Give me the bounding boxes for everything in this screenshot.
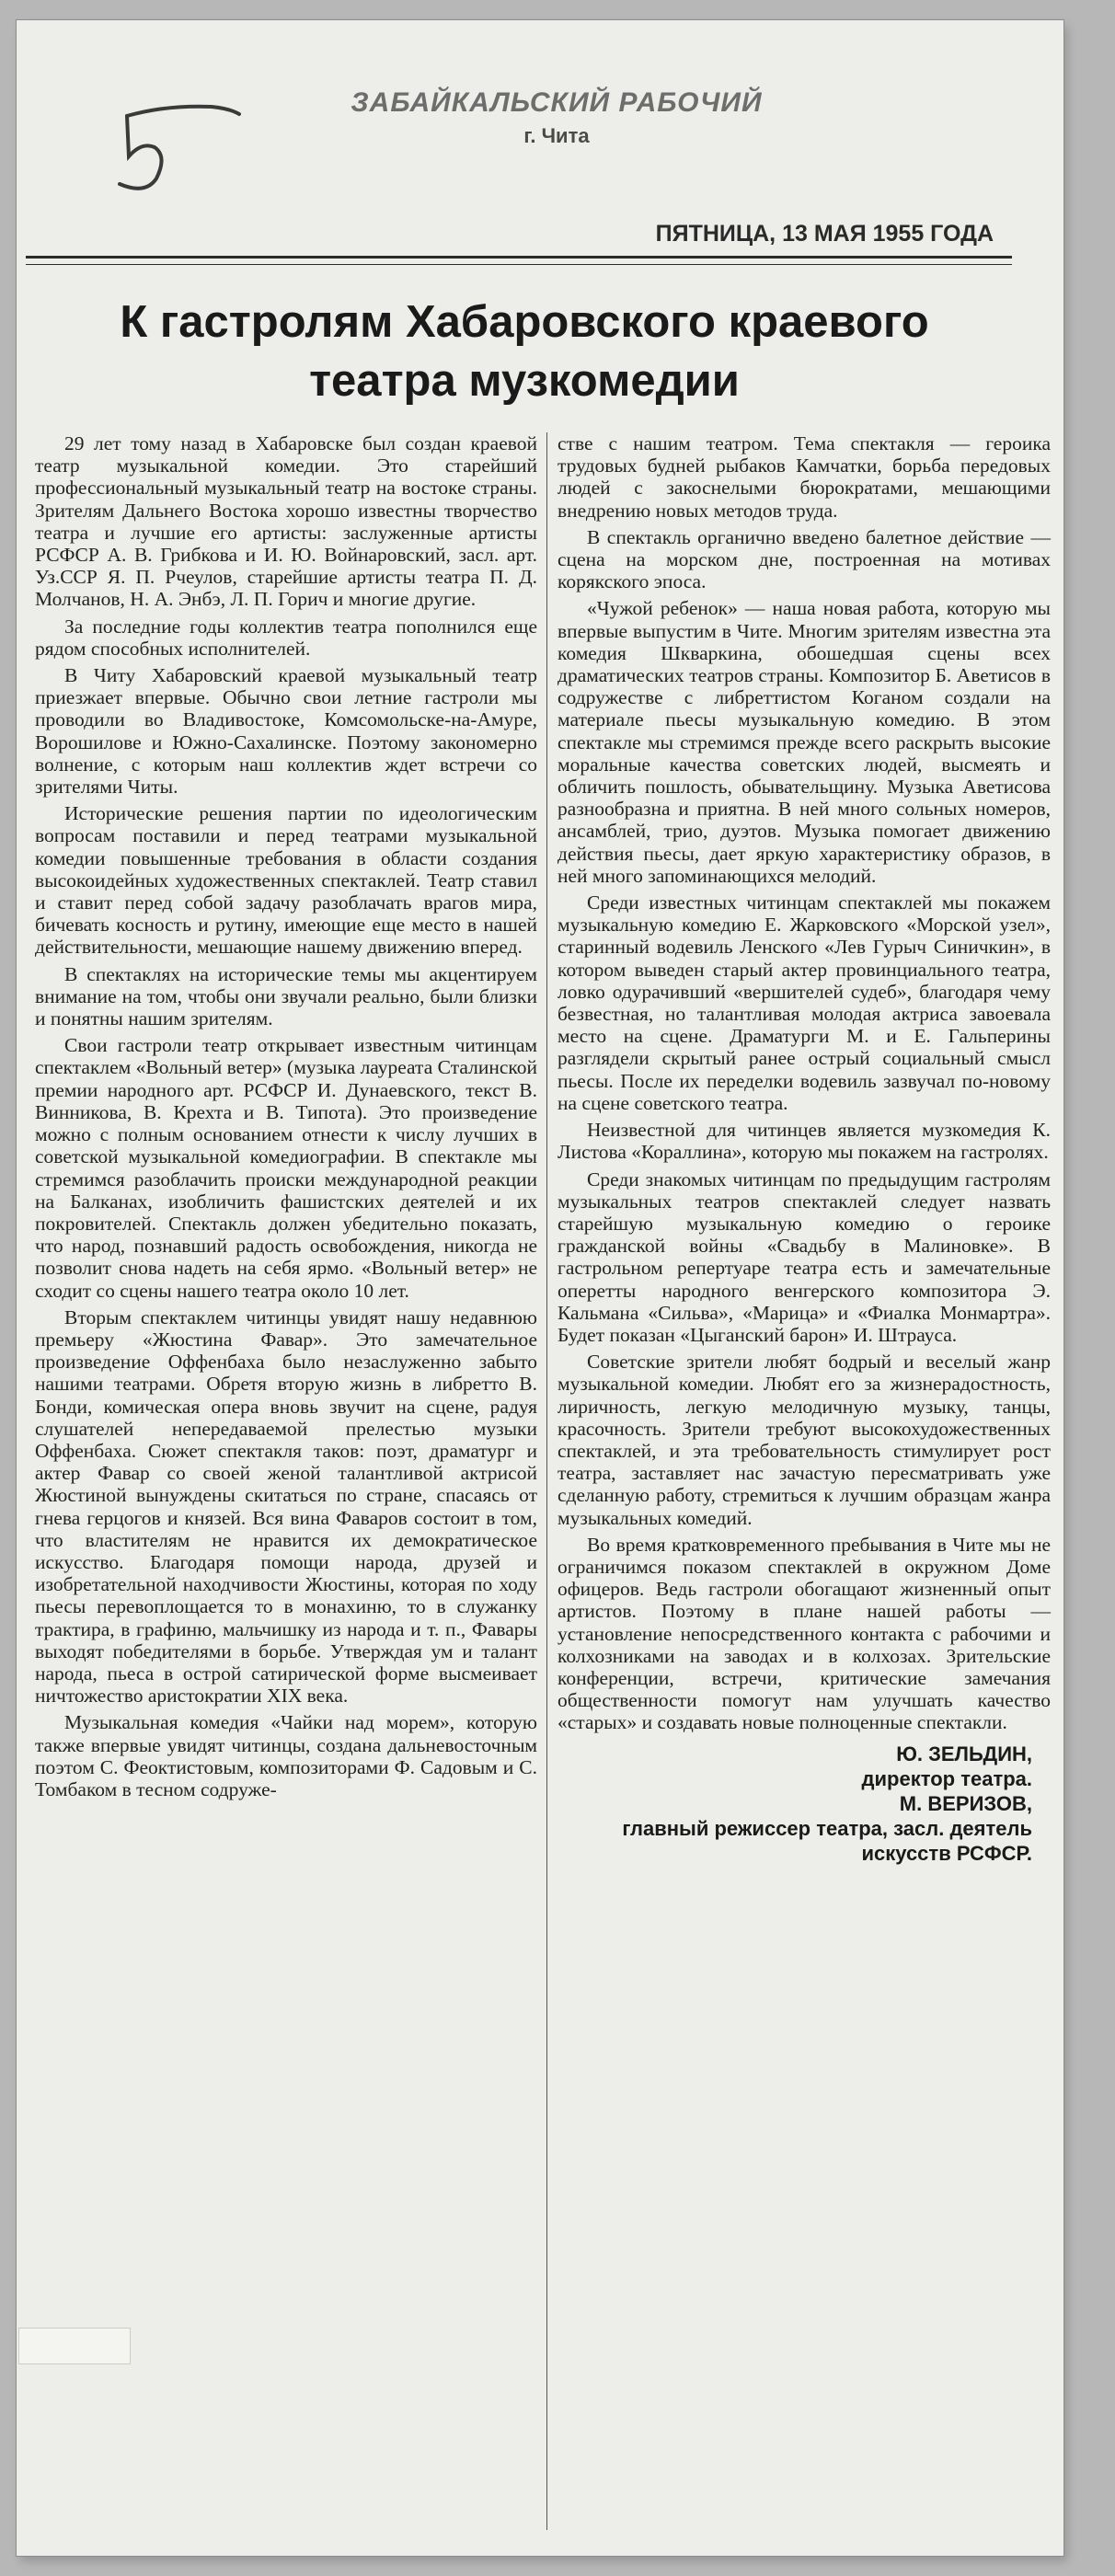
paragraph: Во время кратковременного пребывания в Чите мы не ограничимся показом спектаклей в окружном Доме офицеров. Ведь гастроли обогащают жизненный опыт артистов. Поэтому в плане нашей работы — установление непосредственного контакта с рабочими и колхозниками на заводах и в колхозах. Зрительские конференции, встречи, критические замечания общественности помогут нам улучшать качество «старых» и создавать новые полноценные спектакли. [558, 1533, 1051, 1734]
headline-line-2: театра музкомедии [309, 356, 740, 406]
author-name-1: Ю. ЗЕЛЬДИН, [896, 1742, 1032, 1765]
paragraph: Советские зрители любят бодрый и веселый жанр музыкальной комедии. Любят его за жизнерадостность, лиричность, легкую мелодичную музыку, танцы, красочность. Зрители требуют высокохудожественных спектаклей, и эта требовательность стимулирует рост театра, заставляет нас зачастую пересматривать уже сделанную работу, стремиться к лучшим образцам жанра музыкальных комедий. [558, 1351, 1051, 1529]
paragraph: В спектаклях на исторические темы мы акцентируем внимание на том, чтобы они звучали реально, были близки и понятны нашим зрителям. [35, 962, 537, 1030]
paragraph: В спектакль органично введено балетное действие — сцена на морском дне, построенная на мотивах корякского эпоса. [558, 525, 1051, 593]
paragraph: За последние годы коллектив театра пополнился еще рядом способных исполнителей. [35, 615, 537, 660]
paragraph: «Чужой ребенок» — наша новая работа, которую мы впервые выпустим в Чите. Многим зрителям известна эта комедия Шкваркина, обошедшая сцены всех драматических театров страны. Композитор Б. Аветисов в содружестве с либреттистом Коганом создали на материале пьесы музыкальную комедию. В этом спектакле мы стремимся прежде всего раскрыть высокие моральные качества советских людей, высмеять и обличить пошлость, обывательщину. Музыка Аветисова разнообразна и приятна. В ней много сольных номеров, ансамблей, трио, дуэтов. Музыка помогает движению действия пьесы, дает яркую характеристику образов, в ней много запоминающихся мелодий. [558, 597, 1051, 887]
author-name-2: М. ВЕРИЗОВ, [899, 1791, 1032, 1815]
article-headline [37, 293, 1012, 410]
issue-date: ПЯТНИЦА, 13 МАЯ 1955 ГОДА [655, 221, 994, 247]
tape-strip [18, 2328, 131, 2364]
masthead [327, 87, 787, 147]
paragraph: Музыкальная комедия «Чайки над морем», которую также впервые увидят читинцы, создана дальневосточным поэтом С. Феоктистовым, композиторами Ф. Садовым и С. Томбаком в тесном содруже- [35, 1711, 537, 1800]
article-signature [558, 1742, 1051, 1866]
article-column-right [558, 432, 1051, 1866]
author-position-2: главный режиссер театра, засл. деятель искусств РСФСР. [622, 1816, 1032, 1865]
paragraph: Среди известных читинцам спектаклей мы покажем музыкальную комедию Е. Жарковского «Морской узел», старинный водевиль Ленского «Лев Гурыч Синичкин», в котором выведен старый актер провинциального театра, ловко одурачивший «вершителей судеб», благодаря чему безвестная, но талантливая молодая актриса завоевала место на сцене. Драматурги М. и Е. Гальперины разглядели скрытый ранее острый социальный смысл пьесы. После их переделки водевиль зазвучал по-новому на сцене советского театра. [558, 891, 1051, 1114]
article-column-left [35, 432, 537, 1800]
paragraph: Среди знакомых читинцам по предыдущим гастролям музыкальных театров спектаклей следует назвать старейшую музыкальную комедию о героике гражданской войны «Свадьбу в Малиновке». В гастрольном репертуаре театра есть и замечательные оперетты народного венгерского композитора Э. Кальмана «Сильва», «Марица» и «Фиалка Монмартра». Будет показан «Цыганский барон» И. Штрауса. [558, 1167, 1051, 1346]
headline-line-1: К гастролям Хабаровского краевого [120, 297, 929, 347]
author-position-1: директор театра. [861, 1766, 1032, 1790]
newspaper-city: г. Чита [523, 124, 590, 147]
newspaper-name: ЗАБАЙКАЛЬСКИЙ РАБОЧИЙ [351, 87, 763, 118]
paragraph: 29 лет тому назад в Хабаровске был создан краевой театр музыкальной комедии. Это старейший профессиональный музыкальный театр на востоке страны. Зрителям Дальнего Востока хорошо известны творчество театра и лучшие его артисты: заслуженные артисты РСФСР А. В. Грибкова и И. Ю. Войнаровский, засл. арт. Уз.ССР Я. П. Рчеулов, старейшие артисты театра П. Д. Молчанов, Н. А. Энбэ, Л. П. Горич и многие другие. [35, 432, 537, 611]
paragraph: Неизвестной для читинцев является музкомедия К. Листова «Кораллина», которую мы покажем на гастролях. [558, 1119, 1051, 1164]
header-rule [26, 256, 1012, 265]
handwritten-number-mark [110, 99, 248, 201]
paragraph: Исторические решения партии по идеологическим вопросам поставили и перед театрами музыкальной комедии повышенные требования в области создания высокоидейных художественных спектаклей. Театр ставил и ставит перед собой задачу разоблачать врагов мира, бичевать косность и рутину, имеющие еще место в нашей действительности, мешающие нашему движению вперед. [35, 802, 537, 959]
column-divider [546, 432, 547, 2530]
paragraph: стве с нашим театром. Тема спектакля — героика трудовых будней рыбаков Камчатки, борьба передовых людей с закоснелыми бюрократами, мешающими внедрению новых методов труда. [558, 432, 1051, 522]
paragraph: Вторым спектаклем читинцы увидят нашу недавнюю премьеру «Жюстина Фавар». Это замечательное произведение Оффенбаха было незаслуженно забыто нашими театрами. Обретя вторую жизнь в либретто В. Бонди, комическая опера вновь звучит на сцене, радуя слушателей непередаваемой прелестью музыки Оффенбаха. Сюжет спектакля таков: поэт, драматург и актер Фавар со своей женой талантливой актрисой Жюстиной вынуждены скитаться по стране, спасаясь от гнева герцогов и князей. Вся вина Фаваров состоит в том, что властителям не нравится их демократическое искусство. Благодаря помощи народа, друзей и изобретательной находчивости Жюстины, которая по ходу пьесы перевоплощается то в монахиню, то в служанку трактира, в графиню, мальчишку из народа и т. п., Фавары выходят победителями в борьбе. Утверждая ум и талант народа, пьеса в острой сатирической форме высмеивает ничтожество аристократии XIX века. [35, 1305, 537, 1708]
paragraph: В Читу Хабаровский краевой музыкальный театр приезжает впервые. Обычно свои летние гастроли мы проводили во Владивостоке, Комсомольске-на-Амуре, Ворошилове и Южно-Сахалинске. Поэтому закономерно волнение, с которым наш коллектив ждет встречи со зрителями Читы. [35, 664, 537, 799]
paragraph: Свои гастроли театр открывает известным читинцам спектаклем «Вольный ветер» (музыка лауреата Сталинской премии народного арт. РСФСР И. Дунаевского, текст В. Винникова, В. Крехта и В. Типота). Это произведение можно с полным основанием отнести к числу лучших в советской музыкальной комедиографии. В спектакле мы стремимся разоблачить происки международной реакции на Балканах, изобличить фашистских деятелей и их покровителей. Спектакль должен убедительно показать, что народ, познавший радость освобождения, никогда не позволит снова надеть на себя ярмо. «Вольный ветер» не сходит со сцены нашего театра около 10 лет. [35, 1034, 537, 1302]
